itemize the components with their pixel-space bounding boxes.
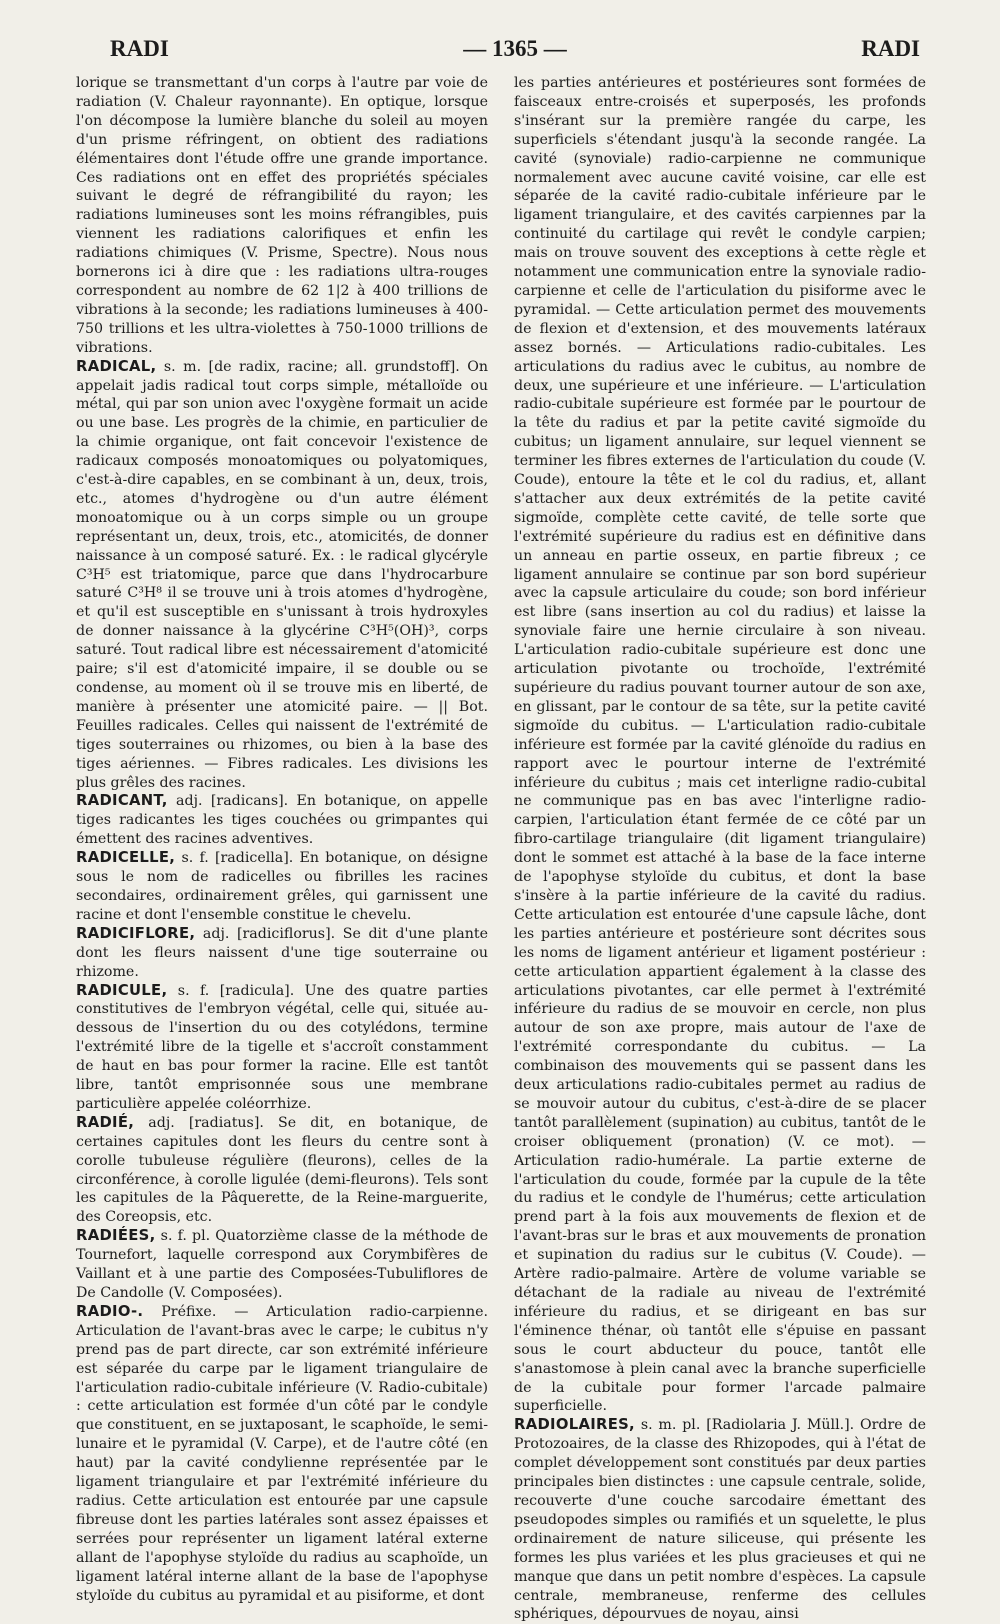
header-left-word: RADI — [110, 36, 169, 61]
header-right-word: RADI — [861, 36, 920, 61]
paragraph — [76, 74, 488, 358]
entry-radiees — [76, 1227, 488, 1303]
entry-text: adj. [radiciflorus]. Se dit d'une plante dont les fleurs naissent d'une tige souterraine ou rhizome. — [76, 925, 488, 980]
right-column — [514, 74, 926, 1624]
paragraph — [514, 74, 926, 1416]
entry-radicant — [76, 792, 488, 849]
entry-radicule — [76, 982, 488, 1114]
headword: RADICAL, — [76, 357, 157, 375]
entry-text: s. f. [radicella]. En botanique, on désigne sous le nom de radicelles ou fibrilles les racines secondaires, ordinairement grêles, qui garnissent une racine et dont l'ensemble constitue le chevelu. — [76, 850, 488, 923]
running-header — [70, 30, 960, 70]
entry-text: s. f. [radicula]. Une des quatre parties constitutives de l'embryon végétal, celle qui, située au-dessous de l'insertion du ou des cotylédons, termine l'extrémité libre de la tigelle et s'accroît constamment de haut en bas pour former la racine. Elle est tantôt libre, tantôt emprisonnée sous une membrane particulière appelée coléorrhize. — [76, 982, 488, 1112]
entry-radie — [76, 1114, 488, 1227]
headword: RADICULE, — [76, 981, 168, 999]
paragraph-text: les parties antérieures et postérieures sont formées de faisceaux entre-croisés et superposés, les profonds s'insérant sur la première rangée du carpe, les superficiels s'étendant jusqu'à la seconde rangée. La cavité (synoviale) radio-carpienne ne communique normalement avec aucune cavité voisine, car elle est séparée de la cavité radio-cubitale inférieure par le ligament triangulaire, et des cavités carpiennes par la continuité du cartilage qui revêt le condyle carpien; mais on trouve souvent des exceptions à cette règle et notamment une communication entre la synoviale radio-carpienne et celle de l'articulation du pisiforme avec le pyramidal. — Cette articulation permet des mouvements de flexion et d'extension, et des mouvements latéraux assez bornés. — Articulations radio-cubitales. Les articulations du radius avec le cubitus, au nombre de deux, une supérieure et une inférieure. — L'articulation radio-cubitale supérieure est formée par le pourtour de la tête du radius et par la petite cavité sigmoïde du cubitus; un ligament annulaire, sur lequel viennent se terminer les fibres externes de l'articulation du coude (V. Coude), entoure la tête et le col du radius, et, allant s'attacher aux deux extrémités de la petite cavité sigmoïde, complète cette cavité, de telle sorte que l'extrémité supérieure du radius est en définitive dans un anneau en partie osseux, en partie fibreux ; ce ligament annulaire se continue par son bord supérieur avec la capsule articulaire du coude; son bord inférieur est libre (sans insertion au col du radius) et laisse la synoviale faire une hernie circulaire à son niveau. L'articulation radio-cubitale supérieure est donc une articulation pivotante ou trochoïde, l'extrémité supérieure du radius pouvant tourner autour de son axe, en glissant, par le contour de sa tête, sur la petite cavité sigmoïde du cubitus. — L'articulation radio-cubitale inférieure est formée par la cavité glénoïde du radius en rapport avec le pourtour interne de l'extrémité inférieure du cubitus ; mais cet interligne radio-cubital ne communique pas en bas avec l'interligne radio-carpien, l'articulation étant fermée de ce côté par un fibro-cartilage triangulaire (dit ligament triangulaire) dont le sommet est attaché à la base de la face interne de l'apophyse styloïde du cubitus, et dont la base s'insère à la partie inférieure de la cavité du radius. Cette articulation est entourée d'une capsule lâche, dont les parties antérieure et postérieure sont décrites sous les noms de ligament antérieur et ligament postérieur : cette articulation appartient également à la classe des articulations pivotantes, car elle permet à l'extrémité inférieure du radius de se mouvoir en cercle, non plus autour de son axe propre, mais autour de l'axe de l'extrémité correspondante du cubitus. — La combinaison des mouvements qui se passent dans les deux articulations radio-cubitales permet au radius de se mouvoir autour du cubitus, c'est-à-dire de se placer tantôt parallèlement (supination) au cubitus, tantôt de le croiser obliquement (pronation) (V. ce mot). — Articulation radio-humérale. La partie externe de l'articulation du coude, formée par la cupule de la tête du radius et le condyle de l'humérus; cette articulation prend part à la fois aux mouvements de flexion et de l'avant-bras sur le bras et aux mouvements de pronation et supination du radius sur le cubitus (V. Coude). — Artère radio-palmaire. Artère de volume variable se détachant de la radiale au niveau de l'extrémité inférieure du radius, et se dirigeant en bas sur l'éminence thénar, où tantôt elle s'épuise en passant sous le court abducteur du pouce, tantôt elle s'anastomose à plein canal avec la branche superficielle de la cubitale pour former l'arcade palmaire superficielle. — [514, 75, 926, 1415]
headword: RADIÉES, — [76, 1227, 156, 1245]
headword: RADICANT, — [76, 792, 168, 810]
page-number: — 1365 — — [463, 36, 567, 61]
entry-text: s. m. pl. [Radiolaria J. Müll.]. Ordre de Protozoaires, de la classe des Rhizopodes, qui à l'état de complet développement sont constitués par deux parties principales bien distinctes : une capsule centrale, solide, recouverte d'une couche sarcodaire émettant des pseudopodes simples ou ramifiés et un squelette, le plus ordinairement de nature siliceuse, qui présente les formes les plus variées et les plus gracieuses et qui ne manque que dans un petit nombre d'espèces. La capsule centrale, membraneuse, renferme des cellules sphériques, dépourvues de noyau, ainsi — [514, 1417, 926, 1623]
entry-text: adj. [radiatus]. Se dit, en botanique, de certaines capitules dont les fleurs du centre sont à corolle tubuleuse régulière (fleurons), celles de la circonférence, à corolle ligulée (demi-fleurons). Tels sont les capitules de la Pâquerette, de la Reine-marguerite, des Coreopsis, etc. — [76, 1114, 488, 1226]
entry-radiciflore — [76, 925, 488, 982]
entry-text: Préfixe. — Articulation radio-carpienne. Articulation de l'avant-bras avec le carpe; le cubitus n'y prend pas de part directe, car son extrémité inférieure est séparée du carpe par le ligament triangulaire de l'articulation radio-cubitale inférieure (V. Radio-cubitale) : cette articulation est formée d'un côté par le condyle que constituent, en se juxtaposant, le scaphoïde, le semi-lunaire et le pyramidal (V. Carpe), et de l'autre côté (en haut) par la cavité condylienne représentée par le ligament triangulaire et par l'extrémité inférieure du radius. Cette articulation est entourée par une capsule fibreuse dont les parties latérales sont assez épaisses et serrées pour représenter un ligament latéral externe allant de l'apophyse styloïde du radius au scaphoïde, un ligament latéral interne allant de la base de l'apophyse styloïde du cubitus au pyramidal et au pisiforme, et dont — [76, 1303, 488, 1604]
headword: RADIO-. — [76, 1302, 144, 1320]
paragraph-text: lorique se transmettant d'un corps à l'autre par voie de radiation (V. Chaleur rayonnante). En optique, lorsque l'on décompose la lumière blanche du soleil au moyen d'un prisme réfringent, on obtient des radiations élémentaires dont l'étude offre une grande importance. Ces radiations ont en effet des propriétés spéciales suivant le degré de réfrangibilité du rayon; les radiations lumineuses sont les moins réfrangibles, puis viennent les radiations calorifiques et enfin les radiations chimiques (V. Prisme, Spectre). Nous nous bornerons ici à dire que : les radiations ultra-rouges correspondent au nombre de 62 1|2 à 400 trillions de vibrations à la seconde; les radiations lumineuses à 400-750 trillions et les ultra-violettes à 750-1000 trillions de vibrations. — [76, 75, 488, 356]
headword: RADICIFLORE, — [76, 924, 196, 942]
headword: RADIOLAIRES, — [514, 1416, 635, 1434]
entry-radiolaires — [514, 1416, 926, 1624]
entry-text: adj. [radicans]. En botanique, on appelle tiges radicantes les tiges couchées ou grimpantes qui émettent des racines adventives. — [76, 793, 488, 848]
entry-radicelle — [76, 849, 488, 925]
entry-radio — [76, 1303, 488, 1606]
entry-radical — [76, 358, 488, 793]
entry-text: s. m. [de radix, racine; all. grundstoff]. On appelait jadis radical tout corps simple, métalloïde ou métal, qui par son union avec l'oxygène formait un acide ou une base. Les progrès de la chimie, en particulier de la chimie organique, ont fait concevoir l'existence de radicaux composés monoatomiques ou polyatomiques, c'est-à-dire capables, en se combinant à un, deux, trois, etc., atomes d'hydrogène ou d'un autre élément monoatomique ou à un corps simple ou un groupe représentant un, deux, trois, etc., atomicités, de donner naissance à un composé saturé. Ex. : le radical glycéryle C³H⁵ est triatomique, parce que dans l'hydrocarbure saturé C³H⁸ il se trouve uni à trois atomes d'hydrogène, et qu'il est susceptible en s'unissant à trois hydroxyles de donner naissance à la glycérine C³H⁵(OH)³, corps saturé. Tout radical libre est nécessairement d'atomicité paire; s'il est d'atomicité impaire, il se double ou se condense, au moment où il se trouve mis en liberté, de manière à présenter une atomicité paire. — || Bot. Feuilles radicales. Celles qui naissent de l'extrémité de tiges souterraines ou rhizomes, ou bien à la base des tiges aériennes. — Fibres radicales. Les divisions les plus grêles des racines. — [76, 358, 488, 791]
left-column — [76, 74, 488, 1605]
headword: RADIÉ, — [76, 1113, 135, 1131]
headword: RADICELLE, — [76, 849, 176, 867]
entry-text: s. f. pl. Quatorzième classe de la méthode de Tournefort, laquelle correspond aux Corymbifères de Vaillant et à une partie des Composées-Tubuliflores de De Candolle (V. Composées). — [76, 1228, 488, 1301]
